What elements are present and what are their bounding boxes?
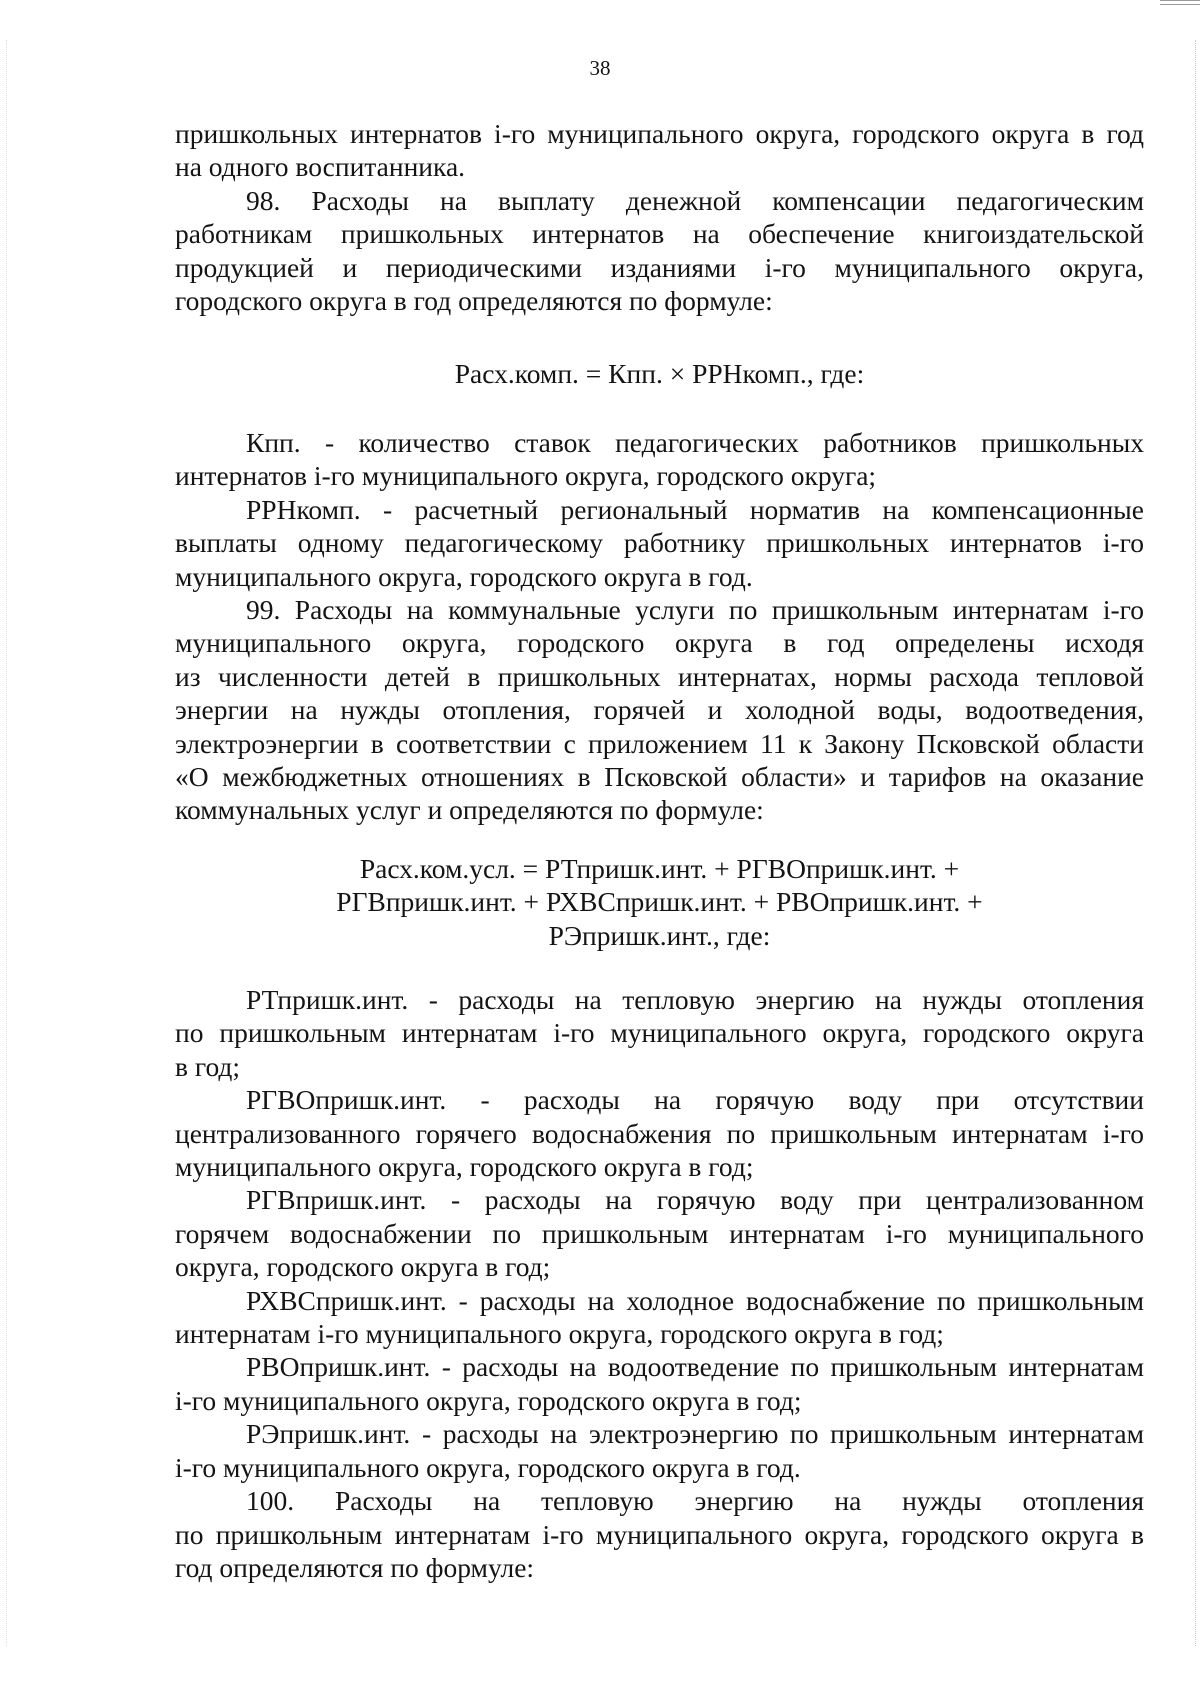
text-line: в год; [175, 1050, 241, 1082]
text-line: муниципального округа, городского округа в год определены исходя [175, 627, 1144, 659]
text-line: электроэнергии в соответствии с приложением 11 к Закону Псковской области [175, 727, 1144, 759]
text-block-1 [175, 117, 1144, 317]
text-line: i-го муниципального округа, городского округа в год. [175, 1451, 801, 1483]
text-line: Кпп. - количество ставок педагогических работников пришкольных [246, 427, 1144, 458]
text-block-2 [175, 426, 1144, 827]
text-line: округа, городского округа в год; [175, 1251, 551, 1283]
text-line: i-го муниципального округа, городского округа в год; [175, 1384, 802, 1416]
scan-edge-left [6, 40, 8, 1646]
scan-edge-mark [1160, 0, 1200, 5]
formula-line: РГВпришк.инт. + РХВСпришк.инт. + РВОпришк.инт. + [336, 886, 983, 918]
text-line: из численности детей в пришкольных интернатах, нормы расхода тепловой [175, 660, 1144, 692]
text-line: год определяются по формуле: [175, 1551, 535, 1583]
text-line: 98. Расходы на выплату денежной компенсации педагогическим [246, 184, 1144, 216]
text-line: интернатам i-го муниципального округа, городского округа в год; [175, 1318, 944, 1350]
text-line: централизованного горячего водоснабжения по пришкольным интернатам i-го [175, 1117, 1144, 1149]
text-line: по пришкольным интернатам i-го муниципального округа, городского округа [175, 1017, 1144, 1049]
text-line: муниципального округа, городского округа в год; [175, 1151, 754, 1183]
text-line: работникам пришкольных интернатов на обеспечение книгоиздательской [175, 218, 1144, 250]
page-number: 38 [589, 56, 611, 80]
text-line: 99. Расходы на коммунальные услуги по пришкольным интернатам i-го [246, 594, 1144, 626]
text-line: коммунальных услуг и определяются по формуле: [175, 794, 764, 826]
text-line: выплаты одному педагогическому работнику пришкольных интернатов i-го [175, 527, 1144, 559]
formula-line: Расх.комп. = Кпп. × РРНкомп., где: [454, 358, 865, 389]
text-line: муниципального округа, городского округа в год. [175, 560, 753, 592]
text-line: интернатов i-го муниципального округа, городского округа; [175, 460, 877, 492]
text-line: РТпришк.инт. - расходы на тепловую энергию на нужды отопления [246, 984, 1144, 1015]
text-line: пришкольных интернатов i-го муниципального округа, городского округа в год [175, 118, 1144, 149]
text-line: РХВСпришк.инт. - расходы на холодное водоснабжение по пришкольным [246, 1284, 1144, 1316]
text-line: РВОпришк.инт. - расходы на водоотведение по пришкольным интернатам [246, 1351, 1144, 1383]
text-line: РГВпришк.инт. - расходы на горячую воду при централизованном [246, 1184, 1144, 1216]
formula-2 [175, 852, 1144, 952]
formula-line: РЭпришк.инт., где: [548, 919, 771, 951]
text-line: городского округа в год определяются по формуле: [175, 285, 773, 317]
text-line: 100. Расходы на тепловую энергию на нужды отопления [246, 1485, 1144, 1517]
text-line: горячем водоснабжении по пришкольным интернатам i-го муниципального [175, 1217, 1144, 1249]
formula-1 [175, 357, 1144, 390]
text-line: продукцией и периодическими изданиями i-го муниципального округа, [175, 251, 1144, 283]
text-block-3 [175, 983, 1144, 1584]
text-line: РЭпришк.инт. - расходы на электроэнергию по пришкольным интернатам [246, 1418, 1144, 1450]
text-line: РРНкомп. - расчетный региональный норматив на компенсационные [246, 493, 1144, 525]
scan-edge-right [1194, 40, 1196, 1646]
text-line: РГВОпришк.инт. - расходы на горячую воду при отсутствии [246, 1084, 1144, 1116]
text-line: по пришкольным интернатам i-го муниципального округа, городского округа в [175, 1518, 1144, 1550]
text-line: на одного воспитанника. [175, 151, 466, 183]
text-line: «О межбюджетных отношениях в Псковской области» и тарифов на оказание [175, 761, 1144, 793]
text-line: энергии на нужды отопления, горячей и холодной воды, водоотведения, [175, 694, 1144, 726]
formula-line: Расх.ком.усл. = РТпришк.инт. + РГВОпришк.инт. + [359, 853, 960, 884]
